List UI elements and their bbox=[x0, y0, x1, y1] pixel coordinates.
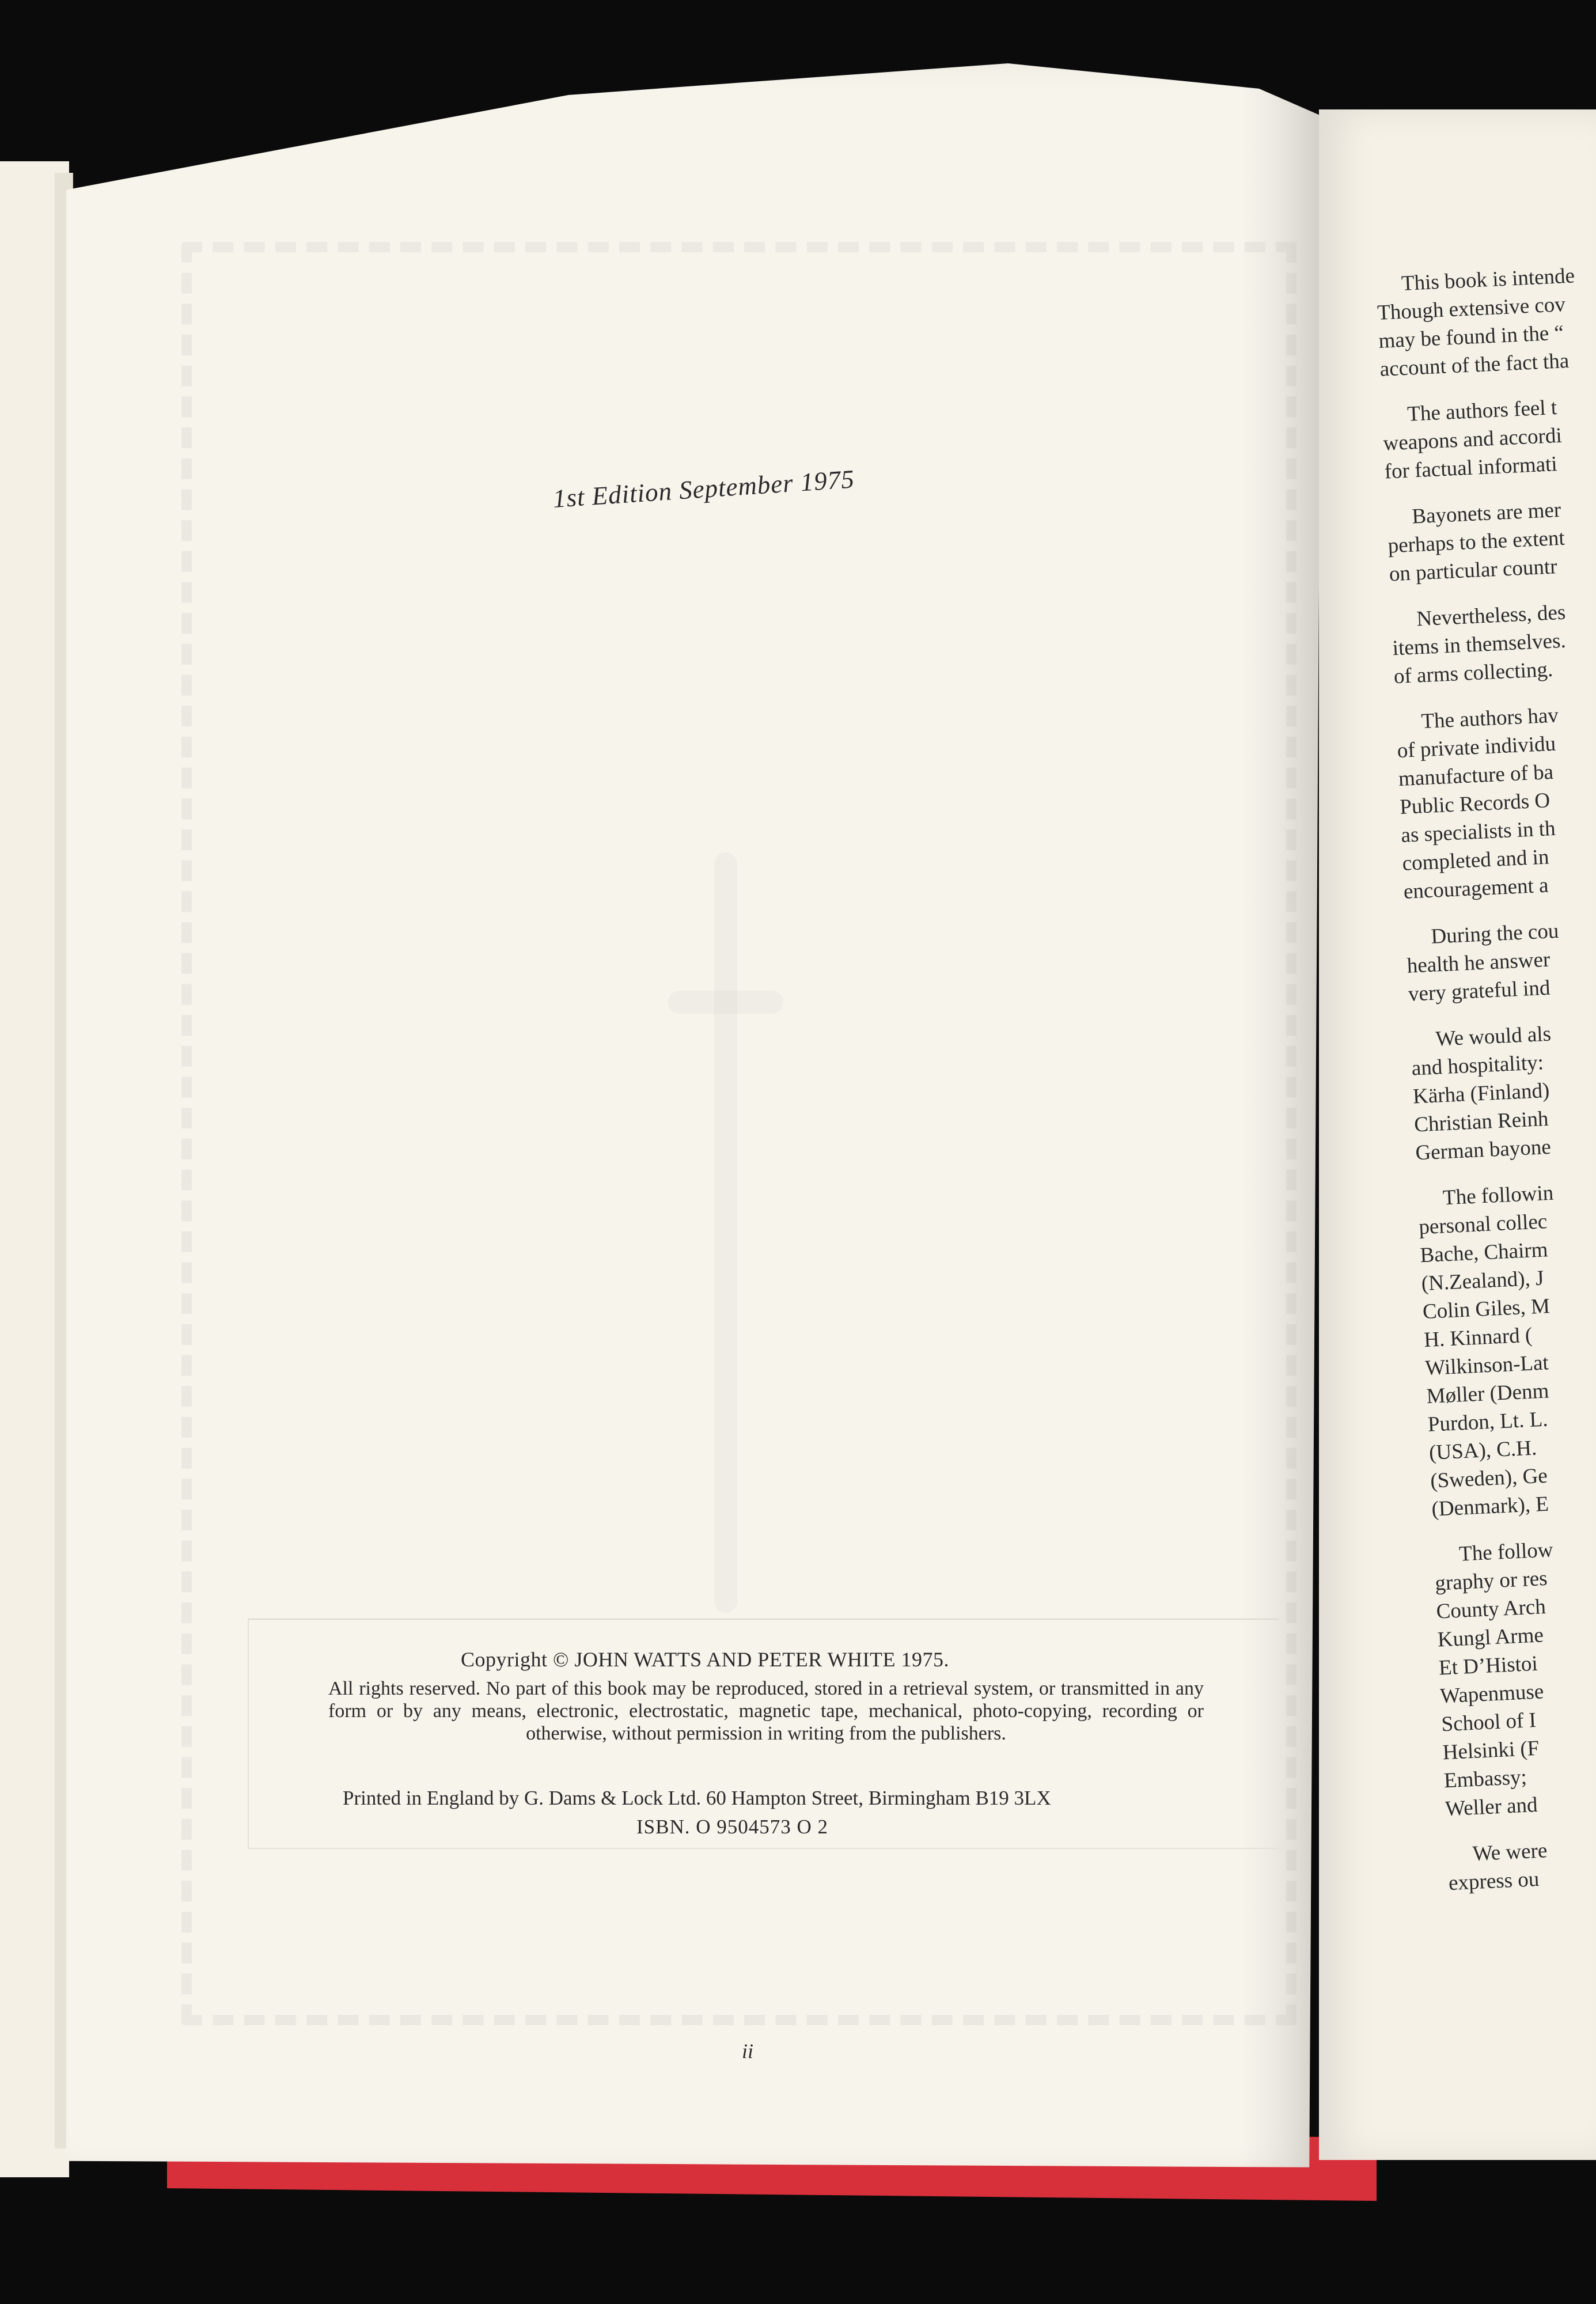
right-text-line: graphy or res bbox=[1434, 1566, 1548, 1596]
right-paragraph bbox=[1375, 261, 1596, 384]
right-text-line: (Sweden), Ge bbox=[1430, 1464, 1548, 1493]
right-text-line: perhaps to the extent bbox=[1387, 526, 1565, 558]
page-number: ii bbox=[742, 2040, 754, 2063]
right-text-line: Purdon, Lt. L. bbox=[1427, 1407, 1549, 1437]
right-text-line: weapons and accordi bbox=[1382, 423, 1563, 456]
right-text-line: Kungl Arme bbox=[1437, 1623, 1544, 1652]
right-text-line: completed and in bbox=[1401, 845, 1550, 876]
right-paragraph bbox=[1410, 1016, 1596, 1167]
right-text-line: Bache, Chairm bbox=[1419, 1238, 1549, 1268]
edition-line: 1st Edition September 1975 bbox=[552, 464, 856, 513]
right-text-line: Christian Reinh bbox=[1413, 1106, 1549, 1137]
right-text-line: Weller and bbox=[1445, 1793, 1538, 1821]
right-text-line: The follow bbox=[1458, 1538, 1554, 1566]
right-text-line: Public Records O bbox=[1399, 789, 1550, 820]
copyright-line: Copyright © JOHN WATTS AND PETER WHITE 1975. bbox=[461, 1648, 950, 1671]
right-text-line: H. Kinnard ( bbox=[1423, 1323, 1533, 1352]
right-text-line: The authors feel t bbox=[1407, 395, 1557, 426]
right-paragraph bbox=[1447, 1831, 1596, 1897]
right-text-line: We were bbox=[1472, 1839, 1548, 1866]
right-text-line: personal collec bbox=[1418, 1210, 1548, 1240]
show-through-bayonet-guard bbox=[668, 991, 783, 1014]
right-text-line: Bayonets are mer bbox=[1411, 498, 1562, 529]
right-text-line: manufacture of ba bbox=[1398, 760, 1554, 791]
right-text-line: School of I bbox=[1440, 1708, 1537, 1737]
right-text-line: Though extensive cov bbox=[1377, 293, 1566, 325]
right-text-line: County Arch bbox=[1435, 1594, 1546, 1624]
right-text-line: Wilkinson-Lat bbox=[1424, 1351, 1549, 1381]
right-text-line: German bayone bbox=[1415, 1135, 1552, 1165]
right-text-line: encouragement a bbox=[1403, 873, 1549, 904]
show-through-bayonet-blade bbox=[714, 852, 737, 1613]
right-paragraph bbox=[1381, 391, 1596, 486]
right-text-line: Wapenmuse bbox=[1439, 1680, 1545, 1708]
right-text-line: Helsinki (F bbox=[1442, 1736, 1540, 1765]
right-text-line: for factual informati bbox=[1383, 452, 1558, 484]
right-text-line: Embassy; bbox=[1443, 1765, 1527, 1793]
right-text-line: Møller (Denm bbox=[1426, 1379, 1550, 1408]
right-text-line: very grateful ind bbox=[1408, 976, 1551, 1006]
right-text-line: may be found in the “ bbox=[1378, 321, 1564, 353]
isbn-line: ISBN. O 9504573 O 2 bbox=[636, 1816, 829, 1838]
right-text-line: express ou bbox=[1448, 1867, 1540, 1896]
right-text-line: Colin Giles, M bbox=[1422, 1294, 1550, 1324]
right-text-line: Et D’Histoi bbox=[1438, 1651, 1538, 1680]
right-text-line: as specialists in th bbox=[1400, 816, 1556, 847]
right-text-line: Nevertheless, des bbox=[1416, 600, 1567, 631]
right-paragraph bbox=[1417, 1175, 1596, 1524]
right-text-line: account of the fact tha bbox=[1379, 348, 1570, 381]
right-text-line: health he answer bbox=[1406, 948, 1551, 978]
right-text-line: and hospitality: bbox=[1411, 1051, 1544, 1081]
right-paragraph bbox=[1386, 494, 1596, 588]
right-text-line: items in themselves. bbox=[1392, 628, 1567, 661]
right-paragraph bbox=[1433, 1531, 1596, 1823]
right-text-line: During the cou bbox=[1430, 919, 1560, 949]
right-text-line: (Denmark), E bbox=[1431, 1492, 1549, 1521]
right-text-line: of arms collecting. bbox=[1393, 657, 1554, 689]
right-text-line: of private individu bbox=[1396, 732, 1556, 763]
right-text-line: We would als bbox=[1435, 1022, 1552, 1051]
right-text-line: (N.Zealand), J bbox=[1420, 1266, 1545, 1296]
right-text-line: (USA), C.H. bbox=[1428, 1436, 1537, 1465]
printer-line: Printed in England by G. Dams & Lock Ltd. 60 Hampton Street, Birmingham B19 3LX bbox=[343, 1787, 1051, 1809]
right-paragraph bbox=[1405, 914, 1596, 1008]
right-text-line: Kärha (Finland) bbox=[1412, 1078, 1550, 1109]
right-paragraph bbox=[1390, 596, 1596, 691]
right-text-line: This book is intende bbox=[1401, 264, 1575, 295]
right-text-line: The followin bbox=[1442, 1181, 1555, 1210]
right-text-line: on particular countr bbox=[1388, 555, 1558, 586]
rights-notice: All rights reserved. No part of this book may be reproduced, stored in a retrieval system, or transmitted in any form or by any means, electronic, electrostatic, magnetic tape, mechanical, photo-copying, recording or otherwise, without permission in writing from the publishers. bbox=[328, 1678, 1204, 1744]
right-paragraph bbox=[1396, 699, 1596, 906]
right-text-line: The authors hav bbox=[1420, 703, 1559, 734]
